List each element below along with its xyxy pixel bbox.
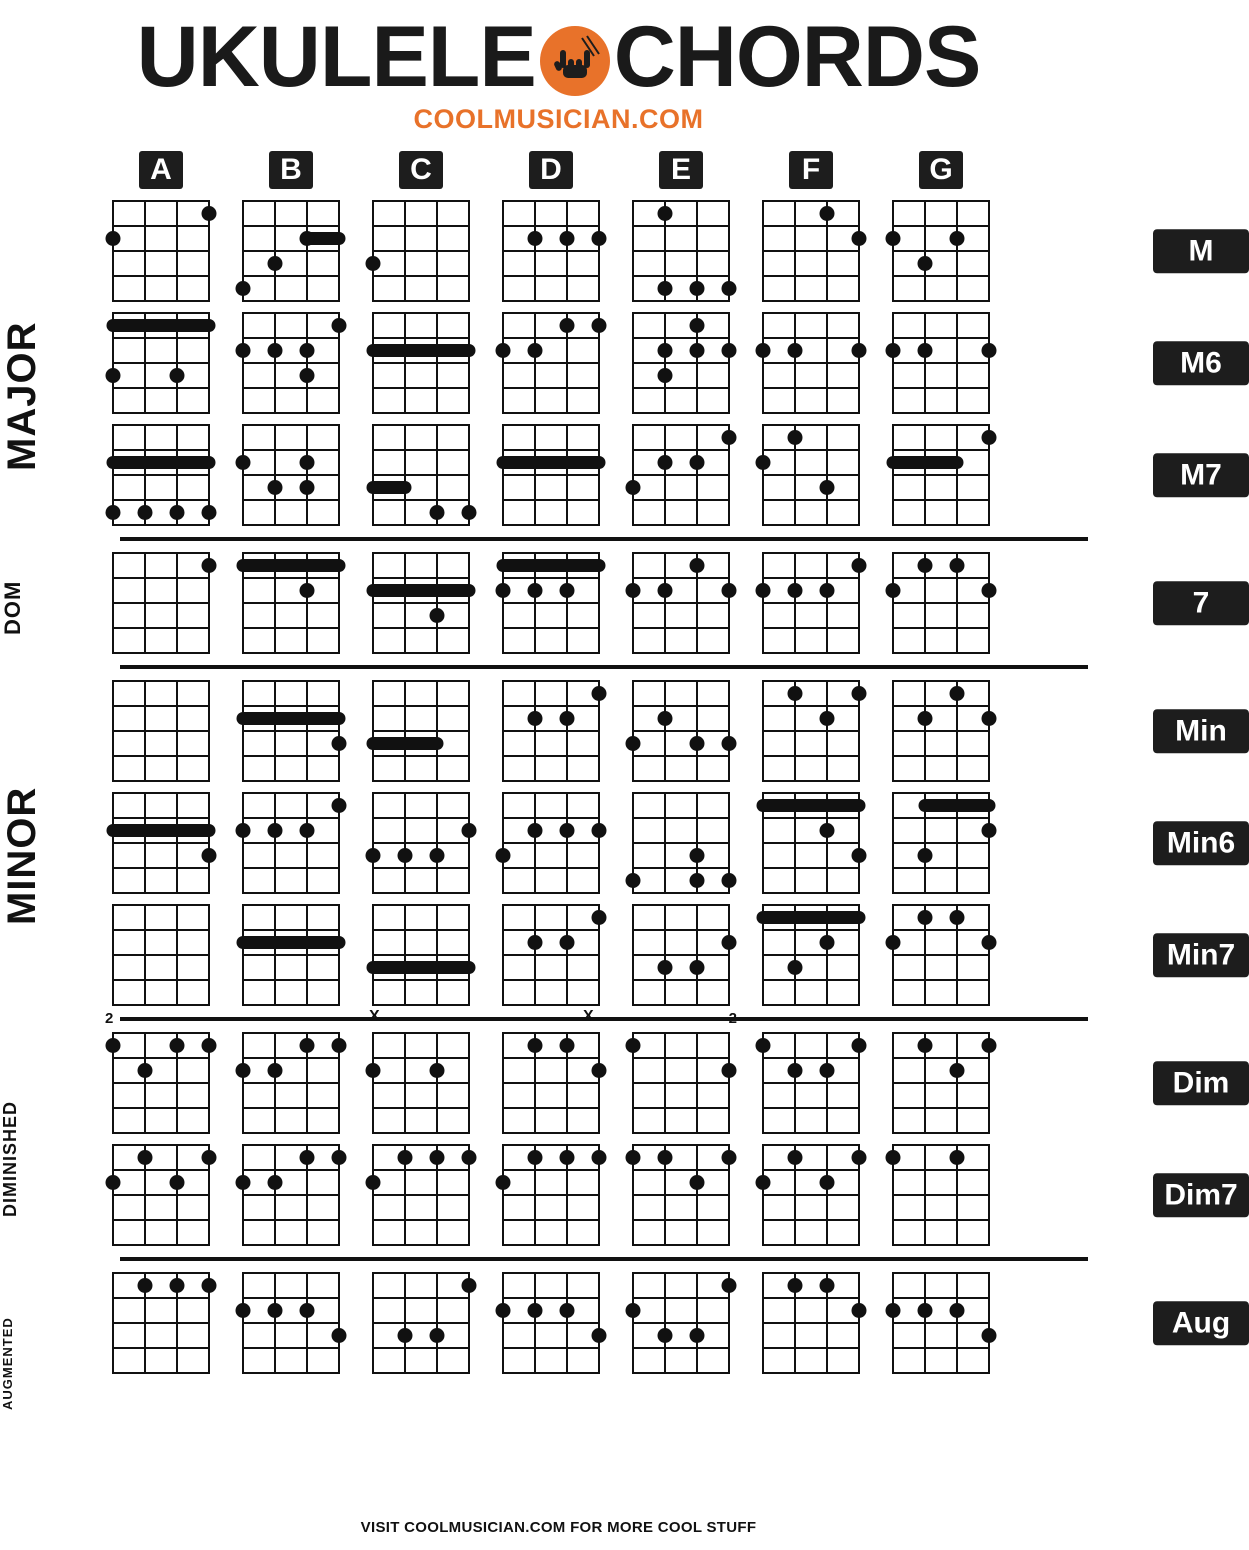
chord-cell-a-dim[interactable] <box>96 1010 226 1139</box>
chord-cell-f-m7[interactable] <box>746 419 876 531</box>
chord-cell-f-min7[interactable] <box>746 899 876 1011</box>
chord-cell-d-m[interactable] <box>486 195 616 307</box>
chord-diagram <box>757 1139 865 1251</box>
chord-diagram <box>107 787 215 899</box>
chord-cell-a-aug[interactable] <box>96 1267 226 1379</box>
row-label-min6: Min6 <box>1153 821 1249 865</box>
chord-diagram <box>105 1010 215 1139</box>
chord-diagram <box>497 307 605 419</box>
rock-hand-in-circle-icon <box>540 26 610 96</box>
chord-diagram <box>497 1139 605 1251</box>
chord-diagram <box>367 547 475 659</box>
chord-cell-e-min[interactable] <box>616 675 746 787</box>
chord-diagram <box>237 1139 345 1251</box>
chord-cell-e-dim[interactable] <box>616 1010 746 1139</box>
chord-diagram <box>497 419 605 531</box>
chord-cell-b-m6[interactable] <box>226 307 356 419</box>
chord-diagram <box>627 1267 735 1379</box>
chord-cell-c-dim[interactable] <box>356 1008 486 1139</box>
chord-diagram <box>497 899 605 1011</box>
chord-diagram <box>627 547 735 659</box>
chord-cell-f-dim7[interactable] <box>746 1139 876 1251</box>
chord-diagram <box>367 1139 475 1251</box>
chord-row-aug <box>96 1267 1231 1379</box>
chord-diagram <box>367 195 475 307</box>
site-subtitle: COOLMUSICIAN.COM <box>413 104 704 134</box>
chord-diagram <box>757 899 865 1011</box>
column-header-label: G <box>919 151 963 189</box>
chord-cell-f-7[interactable] <box>746 547 876 659</box>
chord-cell-a-m6[interactable] <box>96 307 226 419</box>
column-header-f <box>746 151 876 189</box>
column-header-e <box>616 151 746 189</box>
chord-diagram <box>757 787 865 899</box>
column-header-label: A <box>139 151 183 189</box>
group-label-augmented: AUGMENTED <box>0 1317 15 1410</box>
chord-diagram <box>887 1139 995 1251</box>
chord-row-m6 <box>96 307 1222 419</box>
column-headers <box>96 151 1117 189</box>
chord-cell-g-m6[interactable] <box>876 307 1006 419</box>
chord-diagram <box>757 675 865 787</box>
column-header-label: E <box>659 151 703 189</box>
chord-diagram <box>757 307 865 419</box>
column-header-d <box>486 151 616 189</box>
chord-diagram <box>497 195 605 307</box>
chord-diagram <box>367 1008 475 1139</box>
chord-cell-b-7[interactable] <box>226 547 356 659</box>
chord-diagram <box>627 787 735 899</box>
chord-cell-c-7[interactable] <box>356 547 486 659</box>
chord-diagram <box>497 675 605 787</box>
chord-cell-e-m7[interactable] <box>616 419 746 531</box>
chord-cell-g-aug[interactable] <box>876 1267 1006 1379</box>
chord-cell-d-7[interactable] <box>486 547 616 659</box>
chord-diagram <box>757 195 865 307</box>
row-label-min: Min <box>1153 709 1249 753</box>
chord-cell-g-min7[interactable] <box>876 899 1006 1011</box>
chord-cell-g-dim7[interactable] <box>876 1139 1006 1251</box>
chord-diagram <box>237 419 345 531</box>
chord-diagram <box>887 1267 995 1379</box>
chord-diagram <box>367 307 475 419</box>
chord-cell-d-aug[interactable] <box>486 1267 616 1379</box>
chord-diagram <box>887 675 995 787</box>
chord-diagram <box>757 1267 865 1379</box>
chord-cell-f-min6[interactable] <box>746 787 876 899</box>
title-right: CHORDS <box>613 9 981 105</box>
chord-cell-b-dim7[interactable] <box>226 1139 356 1251</box>
chord-cell-d-min6[interactable] <box>486 787 616 899</box>
chord-cell-b-min[interactable] <box>226 675 356 787</box>
chord-cell-b-m7[interactable] <box>226 419 356 531</box>
chord-diagram <box>757 419 865 531</box>
chord-sheet <box>0 151 1238 1410</box>
column-header-g <box>876 151 1006 189</box>
footer-note: VISIT COOLMUSICIAN.COM FOR MORE COOL STUFF <box>360 1519 757 1536</box>
chord-row-dim <box>96 1008 1230 1139</box>
group-label-minor: MINOR <box>0 786 44 926</box>
chord-cell-e-m[interactable] <box>616 195 746 307</box>
row-label-dim7: Dim7 <box>1153 1173 1249 1217</box>
chord-cell-a-m7[interactable] <box>96 419 226 531</box>
group-label-diminished: DIMINISHED <box>0 1100 20 1217</box>
chord-diagram <box>887 1027 995 1139</box>
chord-diagram <box>237 195 345 307</box>
chord-diagram <box>367 419 475 531</box>
chord-diagram <box>367 787 475 899</box>
chord-cell-b-min7[interactable] <box>226 899 356 1011</box>
section-divider <box>120 1257 1088 1261</box>
fret-marker: X <box>369 1008 380 1025</box>
chord-diagram <box>627 419 735 531</box>
chord-diagram <box>887 195 995 307</box>
chord-cell-c-min[interactable] <box>356 675 486 787</box>
chord-diagram <box>107 675 215 787</box>
chord-diagram <box>627 675 735 787</box>
chord-diagram <box>887 787 995 899</box>
column-header-c <box>356 151 486 189</box>
chord-cell-e-7[interactable] <box>616 547 746 659</box>
row-label-aug: Aug <box>1153 1301 1249 1345</box>
chord-cell-a-min7[interactable] <box>96 899 226 1011</box>
chord-diagram <box>107 307 215 419</box>
fret-marker: 2 <box>105 1010 114 1027</box>
chord-cell-g-m7[interactable] <box>876 419 1006 531</box>
chord-cell-g-m[interactable] <box>876 195 1006 307</box>
row-label-dim: Dim <box>1153 1061 1249 1105</box>
chord-cell-d-min[interactable] <box>486 675 616 787</box>
row-label-m7: M7 <box>1153 453 1249 497</box>
chord-cell-b-dim[interactable] <box>226 1027 356 1139</box>
chord-diagram <box>367 1267 475 1379</box>
chord-diagram <box>627 899 735 1011</box>
chord-diagram <box>237 675 345 787</box>
chord-cell-c-m6[interactable] <box>356 307 486 419</box>
chord-diagram <box>107 419 215 531</box>
chord-cell-d-m6[interactable] <box>486 307 616 419</box>
chord-cell-a-dim7[interactable] <box>96 1139 226 1251</box>
chord-diagram <box>107 547 215 659</box>
chord-cell-e-dim7[interactable] <box>616 1139 746 1251</box>
chord-row-dim7 <box>96 1139 1238 1251</box>
chord-diagram <box>887 419 995 531</box>
group-label-major: MAJOR <box>0 321 44 471</box>
chord-diagram <box>237 787 345 899</box>
row-label-7: 7 <box>1153 581 1249 625</box>
chord-diagram <box>237 1267 345 1379</box>
chord-cell-f-min[interactable] <box>746 675 876 787</box>
chord-cell-g-min6[interactable] <box>876 787 1006 899</box>
chord-cell-f-m6[interactable] <box>746 307 876 419</box>
chord-cell-g-dim[interactable] <box>876 1027 1006 1139</box>
chord-row-min <box>96 675 1227 787</box>
chord-cell-e-m6[interactable] <box>616 307 746 419</box>
chord-cell-f-dim[interactable] <box>746 1027 876 1139</box>
chord-diagram <box>107 195 215 307</box>
chord-cell-a-min[interactable] <box>96 675 226 787</box>
chord-cell-g-min[interactable] <box>876 675 1006 787</box>
chord-cell-d-dim7[interactable] <box>486 1139 616 1251</box>
fret-marker: 2 <box>728 1010 737 1027</box>
chord-diagram <box>107 1267 215 1379</box>
chord-rows <box>96 195 1238 1379</box>
chord-cell-e-aug[interactable] <box>616 1267 746 1379</box>
chord-diagram <box>627 1010 737 1139</box>
chord-row-min7 <box>96 899 1236 1011</box>
row-label-m: M <box>1153 229 1249 273</box>
chord-diagram <box>497 787 605 899</box>
chord-cell-c-m[interactable] <box>356 195 486 307</box>
chord-row-m <box>96 195 1214 307</box>
column-header-label: F <box>789 151 833 189</box>
column-header-label: D <box>529 151 573 189</box>
chord-diagram <box>627 1139 735 1251</box>
chord-diagram <box>757 547 865 659</box>
chord-diagram <box>757 1027 865 1139</box>
row-label-min7: Min7 <box>1153 933 1249 977</box>
chord-cell-e-min6[interactable] <box>616 787 746 899</box>
chord-diagram <box>887 307 995 419</box>
chord-diagram <box>887 899 995 1011</box>
chord-cell-f-aug[interactable] <box>746 1267 876 1379</box>
column-header-a <box>96 151 226 189</box>
chord-row-min6 <box>96 787 1236 899</box>
chord-cell-c-min6[interactable] <box>356 787 486 899</box>
section-divider <box>120 665 1088 669</box>
chord-diagram <box>497 547 605 659</box>
chord-diagram <box>107 899 215 1011</box>
chord-diagram <box>627 307 735 419</box>
chord-diagram <box>887 547 995 659</box>
column-header-label: C <box>399 151 443 189</box>
group-label-dom: DOM <box>0 580 25 636</box>
chord-cell-b-m[interactable] <box>226 195 356 307</box>
chord-diagram <box>627 195 735 307</box>
fret-marker: X <box>583 1008 594 1025</box>
chord-diagram <box>237 547 345 659</box>
chord-cell-d-dim[interactable] <box>486 1008 616 1139</box>
chord-cell-a-min6[interactable] <box>96 787 226 899</box>
chord-diagram <box>237 899 345 1011</box>
chord-cell-d-m7[interactable] <box>486 419 616 531</box>
section-divider <box>120 537 1088 541</box>
chord-diagram <box>367 675 475 787</box>
title-left: UKULELE <box>136 9 536 105</box>
chord-cell-b-aug[interactable] <box>226 1267 356 1379</box>
chord-cell-g-7[interactable] <box>876 547 1006 659</box>
chord-row-7 <box>96 547 1210 659</box>
section-divider <box>120 1017 1088 1021</box>
chord-cell-e-min7[interactable] <box>616 899 746 1011</box>
page-title <box>0 9 1117 105</box>
chord-diagram <box>367 899 475 1011</box>
chord-cell-a-m[interactable] <box>96 195 226 307</box>
chord-diagram <box>497 1267 605 1379</box>
chord-cell-c-min7[interactable] <box>356 899 486 1011</box>
chord-cell-f-m[interactable] <box>746 195 876 307</box>
chord-row-m7 <box>96 419 1222 531</box>
chord-cell-d-min7[interactable] <box>486 899 616 1011</box>
column-header-label: B <box>269 151 313 189</box>
column-header-b <box>226 151 356 189</box>
chord-diagram <box>107 1139 215 1251</box>
chord-cell-c-dim7[interactable] <box>356 1139 486 1251</box>
chord-cell-c-aug[interactable] <box>356 1267 486 1379</box>
chord-diagram <box>237 307 345 419</box>
row-label-m6: M6 <box>1153 341 1249 385</box>
chord-cell-a-7[interactable] <box>96 547 226 659</box>
chord-cell-b-min6[interactable] <box>226 787 356 899</box>
chord-diagram <box>497 1008 605 1139</box>
chord-cell-c-m7[interactable] <box>356 419 486 531</box>
chord-diagram <box>237 1027 345 1139</box>
